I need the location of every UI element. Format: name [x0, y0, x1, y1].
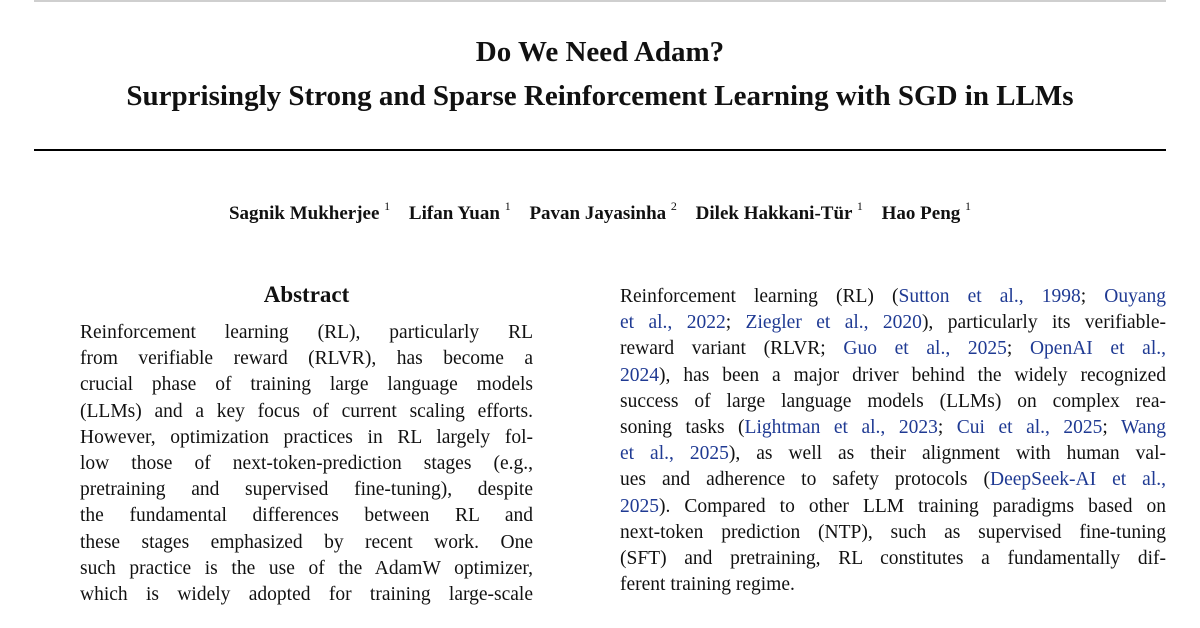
intro-line [620, 284, 1166, 310]
intro-line [620, 310, 1166, 336]
author [529, 198, 677, 224]
intro-text: ), has been a major driver behind the widely recognized [659, 364, 1166, 386]
author-affiliation: 1 [856, 198, 863, 213]
abstract-line: pretraining and supervised fine-tuning), despite [80, 479, 533, 501]
author-name: Pavan Jayasinha [529, 203, 667, 224]
intro-line [620, 415, 1166, 441]
abstract-text [80, 320, 533, 608]
author [228, 198, 391, 224]
intro-line [620, 441, 1166, 467]
author-affiliation: 2 [670, 198, 677, 213]
author-name: Hao Peng [881, 203, 961, 224]
citation-link[interactable]: Ziegler et al., 2020 [745, 312, 922, 334]
author-name: Lifan Yuan [408, 203, 500, 224]
author [881, 198, 972, 224]
citation-link[interactable]: Cui et al., 2025 [956, 417, 1103, 439]
title-line-2: Surprisingly Strong and Sparse Reinforcement Learning with SGD in LLMs [126, 80, 1074, 112]
title-rule [34, 149, 1166, 151]
abstract-line: (LLMs) and a key focus of current scaling efforts. [80, 400, 533, 422]
intro-text: ues and adherence to safety protocols ( [620, 469, 990, 491]
author-name: Sagnik Mukherjee [228, 203, 380, 224]
intro-text: ), particularly its verifiable- [921, 312, 1167, 334]
intro-text: soning tasks ( [620, 417, 745, 439]
intro-text: Reinforcement learning (RL) ( [620, 286, 899, 307]
citation-link[interactable]: Guo et al., 2025 [843, 338, 1007, 360]
title-line-1: Do We Need Adam? [475, 36, 725, 68]
paper-title [0, 30, 1200, 118]
abstract-line: which is widely adopted for training large-scale [80, 584, 533, 606]
abstract-line: crucial phase of training large language models [80, 374, 533, 396]
intro-line: next-token prediction (NTP), such as supervised fine-tuning [620, 521, 1166, 543]
intro-line [620, 363, 1166, 389]
abstract-line: However, optimization practices in RL largely fol- [80, 426, 533, 448]
intro-text: ; [725, 312, 746, 334]
intro-text: ; [937, 417, 957, 439]
intro-line [620, 494, 1166, 520]
citation-link[interactable]: Wang [1121, 417, 1167, 439]
citation-link[interactable]: OpenAI et al., [1029, 338, 1166, 360]
introduction-text [620, 284, 1166, 598]
citation-link[interactable]: Lightman et al., 2023 [744, 417, 938, 439]
citation-link[interactable]: 2025 [620, 495, 659, 517]
abstract-line: such practice is the use of the AdamW optimizer, [80, 557, 533, 579]
author-name: Dilek Hakkani-Tür [695, 203, 853, 224]
abstract-line: these stages emphasized by recent work. One [80, 531, 533, 553]
top-border-rule [34, 0, 1166, 2]
intro-text: ), as well as their alignment with human val- [728, 443, 1166, 465]
abstract-line: Reinforcement learning (RL), particularly RL [80, 322, 533, 343]
intro-text: ; [1102, 417, 1122, 439]
intro-text: reward variant (RLVR; [620, 338, 844, 360]
abstract-line: low those of next-token-prediction stages (e.g., [80, 453, 533, 475]
abstract-heading: Abstract [263, 282, 350, 307]
citation-link[interactable]: Ouyang [1104, 286, 1167, 307]
intro-line [620, 467, 1166, 493]
citation-link[interactable]: DeepSeek-AI et al., [989, 469, 1167, 491]
author-list [0, 198, 1200, 227]
intro-text: ; [1006, 338, 1030, 360]
citation-link[interactable]: 2024 [620, 364, 659, 386]
intro-line: (SFT) and pretraining, RL constitutes a fundamentally dif- [620, 548, 1166, 570]
abstract-line: from verifiable reward (RLVR), has become a [80, 348, 533, 370]
intro-line [620, 336, 1166, 362]
citation-link[interactable]: et al., 2022 [620, 312, 726, 334]
author [695, 198, 863, 224]
intro-text: ). Compared to other LLM training paradigms based on [659, 495, 1166, 517]
author-affiliation: 1 [504, 198, 511, 213]
author-affiliation: 1 [384, 198, 391, 213]
author [408, 198, 511, 224]
citation-link[interactable]: et al., 2025 [620, 443, 729, 465]
author-affiliation: 1 [965, 198, 972, 213]
intro-line: ferent training regime. [620, 574, 795, 596]
intro-text: ; [1080, 286, 1105, 307]
citation-link[interactable]: Sutton et al., 1998 [898, 286, 1081, 307]
abstract-line: the fundamental differences between RL and [80, 505, 533, 527]
intro-line: success of large language models (LLMs) on complex rea- [620, 390, 1166, 412]
